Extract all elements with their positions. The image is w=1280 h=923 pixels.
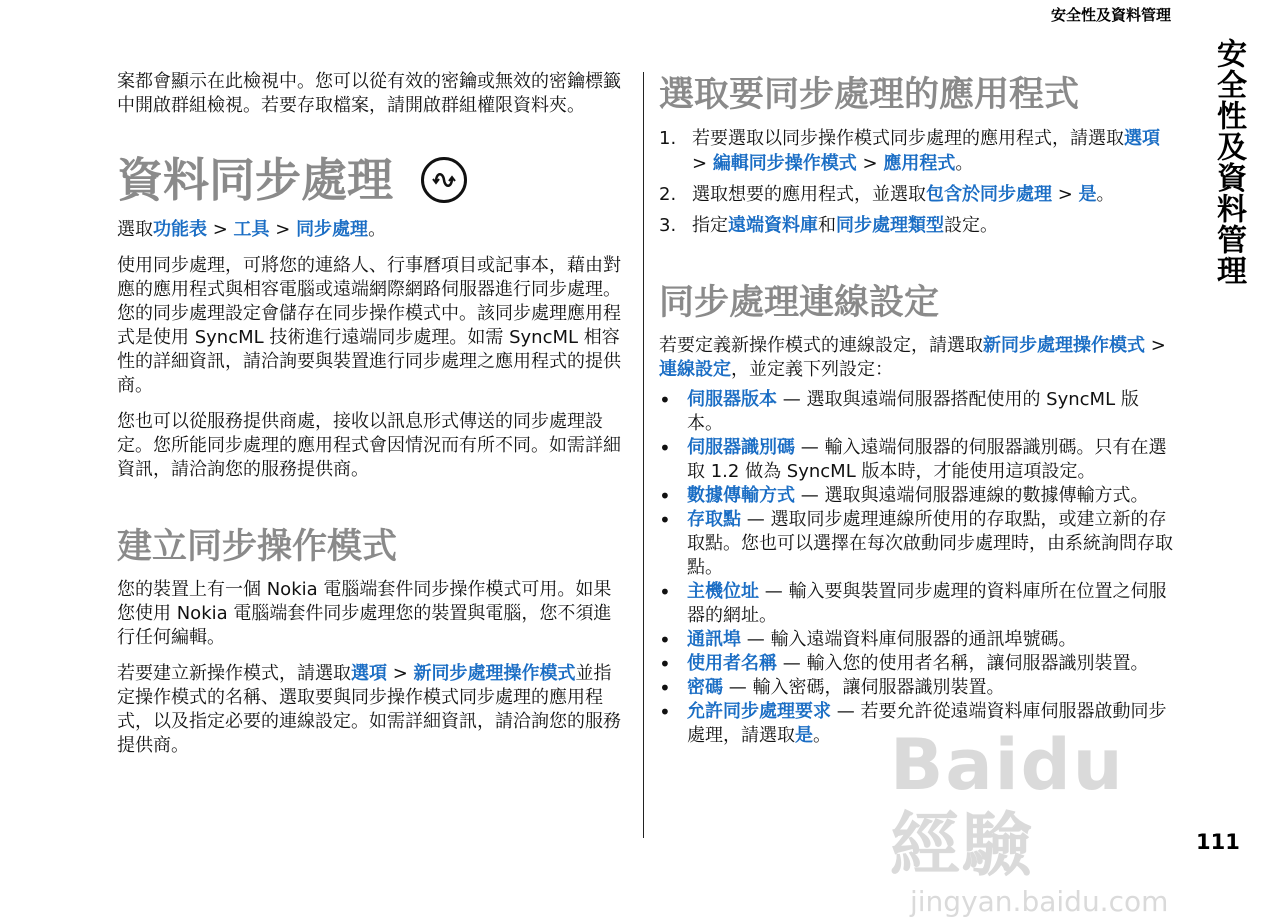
setting-term[interactable]: 允許同步處理要求 [687,701,831,722]
setting-term[interactable]: 密碼 [687,677,723,698]
list-item: • 主機位址 — 輸入要與裝置同步處理的資料庫所在位置之伺服器的網址。 [659,580,1167,626]
sync-paragraph-1: 使用同步處理，可將您的連絡人、行事曆項目或記事本，藉由對應的應用程式與相容電腦或遠端網際網路伺服器進行同步處理。您的同步處理設定會儲存在同步操作模式中。該同步處理應用程式是使用 SyncML 技術進行遠端同步處理。如需 SyncML 相容性的詳細資訊，請洽詢要與裝置進行同步處理之應用程式的提供商。 [117,255,621,396]
link-connection-settings[interactable]: 連線設定 [659,359,731,380]
setting-term[interactable]: 數據傳輸方式 [687,485,795,506]
link-options[interactable]: 選項 [1124,128,1160,149]
step-item: 2. 選取想要的應用程式，並選取包含於同步處理 > 是。 [659,184,1115,205]
settings-list [659,388,1174,748]
left-column [117,70,629,758]
step-item: 3. 指定遠端資料庫和同步處理類型設定。 [659,215,998,236]
list-item: • 允許同步處理要求 — 若要允許從遠端資料庫伺服器啟動同步處理，請選取是。 [659,700,1167,746]
list-item: • 通訊埠 — 輸入遠端資料庫伺服器的通訊埠號碼。 [659,628,1077,652]
list-item: • 使用者名稱 — 輸入您的使用者名稱，讓伺服器識別裝置。 [659,652,1149,676]
link-include-in-sync[interactable]: 包含於同步處理 [926,184,1052,205]
bullet-icon: • [659,508,671,532]
steps-list [659,126,1174,238]
link-applications[interactable]: 應用程式 [883,153,956,174]
sync-icon [421,157,467,203]
link-options[interactable]: 選項 [351,663,387,684]
setting-term[interactable]: 通訊埠 [687,629,741,650]
link-menu[interactable]: 功能表 [153,219,207,240]
setting-term[interactable]: 使用者名稱 [687,653,777,674]
link-remote-database[interactable]: 遠端資料庫 [728,215,818,236]
list-item: • 伺服器版本 — 選取與遠端伺服器搭配使用的 SyncML 版本。 [659,388,1139,434]
bullet-icon: • [659,676,671,700]
create-paragraph-1: 您的裝置上有一個 Nokia 電腦端套件同步操作模式可用。如果您使用 Nokia 電腦端套件同步處理您的裝置與電腦，您不須進行任何編輯。 [117,579,612,648]
link-yes[interactable]: 是 [1078,184,1097,205]
list-item: • 伺服器識別碼 — 輸入遠端伺服器的伺服器識別碼。只有在選取 1.2 做為 SyncML 版本時，才能使用這項設定。 [659,436,1167,482]
step-item: 1. 若要選取以同步操作模式同步處理的應用程式，請選取選項 > 編輯同步操作模式 > 應用程式。 [659,128,1160,174]
sync-title: 資料同步處理 [117,153,393,207]
bullet-icon: • [659,580,671,604]
list-item: • 密碼 — 輸入密碼，讓伺服器識別裝置。 [659,676,1005,700]
apps-heading: 選取要同步處理的應用程式 [659,75,1080,115]
link-sync-type[interactable]: 同步處理類型 [836,215,944,236]
link-new-sync-profile[interactable]: 新同步處理操作模式 [413,663,576,684]
link-yes[interactable]: 是 [795,725,813,746]
page-number: 111 [1196,830,1240,854]
setting-term[interactable]: 伺服器識別碼 [687,437,795,458]
setting-term[interactable]: 主機位址 [687,581,759,602]
intro-paragraph: 案都會顯示在此檢視中。您可以從有效的密鑰或無效的密鑰標籤中開啟群組檢視。若要存取檔案，請開啟群組權限資料夾。 [117,71,621,116]
sync-paragraph-2: 您也可以從服務提供商處，接收以訊息形式傳送的同步處理設定。您所能同步處理的應用程式會因情況而有所不同。如需詳細資訊，請洽詢您的服務提供商。 [117,411,621,480]
bullet-icon: • [659,484,671,508]
bullet-icon: • [659,436,671,460]
list-item: • 數據傳輸方式 — 選取與遠端伺服器連線的數據傳輸方式。 [659,484,1149,508]
menu-path: 選取功能表 > 工具 > 同步處理。 [117,219,387,240]
create-profile-heading: 建立同步操作模式 [117,527,398,567]
column-divider [643,72,644,838]
side-tab: 安全性及資料管理 [1211,38,1246,286]
bullet-icon: • [659,388,671,412]
list-item: • 存取點 — 選取同步處理連線所使用的存取點，或建立新的存取點。您也可以選擇在每次啟動同步處理時，由系統詢問存取點。 [659,508,1173,578]
create-paragraph-2: 若要建立新操作模式，請選取選項 > 新同步處理操作模式並指定操作模式的名稱、選取要與同步操作模式同步處理的應用程式，以及指定必要的連線設定。如需詳細資訊，請洽詢您的服務提供商。 [117,663,621,756]
link-tools[interactable]: 工具 [233,219,270,240]
bullet-icon: • [659,628,671,652]
setting-term[interactable]: 存取點 [687,509,741,530]
sync-heading [117,154,629,206]
right-column [659,72,1174,748]
watermark-url: jingyan.baidu.com [910,885,1169,918]
connection-intro: 若要定義新操作模式的連線設定，請選取新同步處理操作模式 > 連線設定，並定義下列設定： [659,335,1166,380]
link-edit-sync-profile[interactable]: 編輯同步操作模式 [712,153,857,174]
setting-term[interactable]: 伺服器版本 [687,389,777,410]
bullet-icon: • [659,700,671,724]
bullet-icon: • [659,652,671,676]
connection-settings-heading: 同步處理連線設定 [659,283,940,323]
link-sync[interactable]: 同步處理 [296,219,369,240]
watermark-logo: Baidu 經驗 [890,724,1125,886]
running-header: 安全性及資料管理 [1050,6,1171,24]
link-new-sync-profile[interactable]: 新同步處理操作模式 [983,335,1145,356]
